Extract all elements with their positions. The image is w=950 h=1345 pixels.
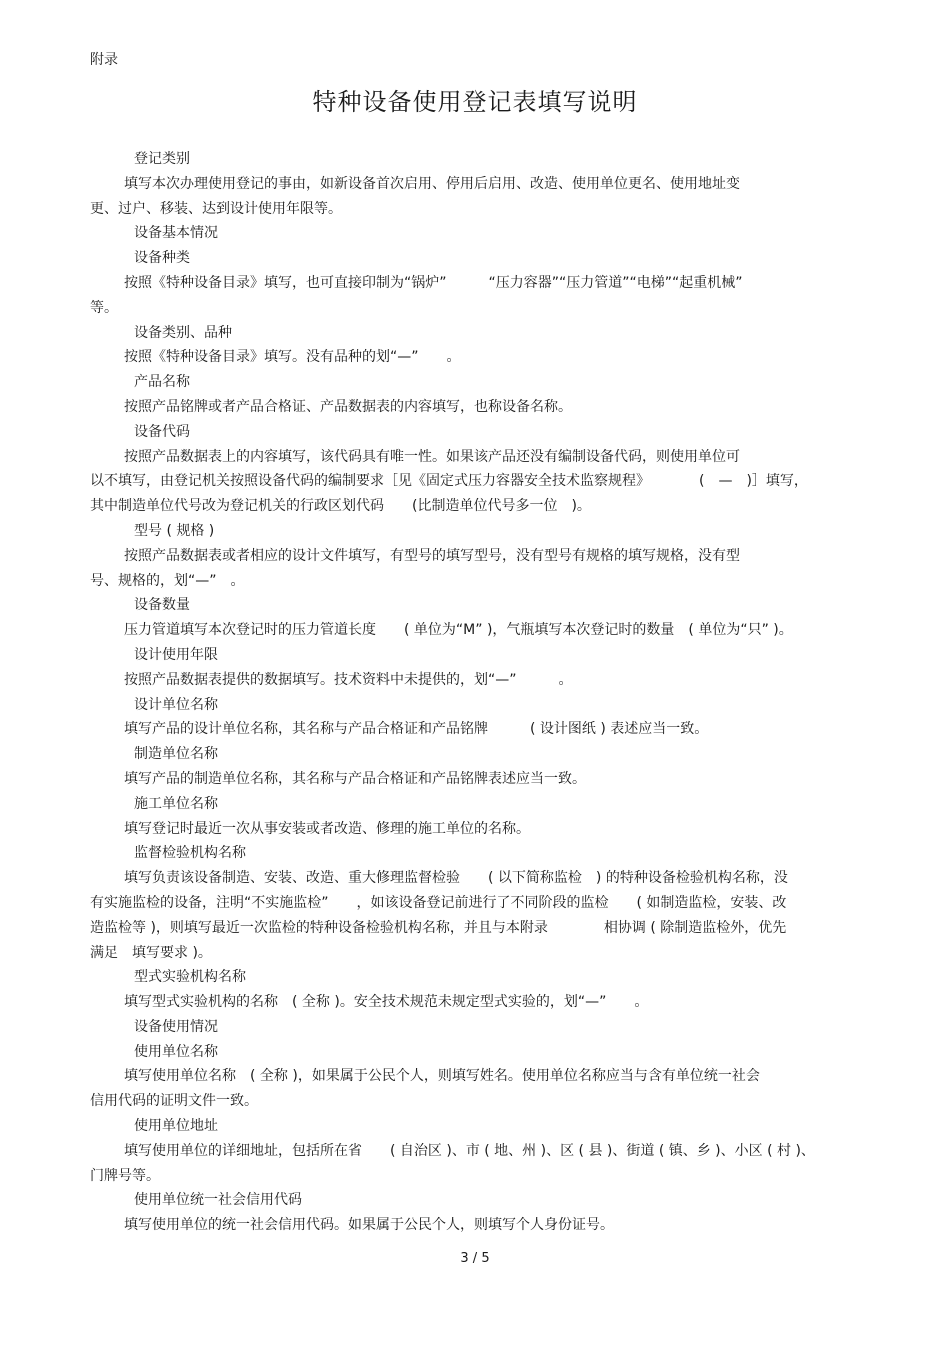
section-heading: 设备代码 [134,423,190,440]
body-text-line: 信用代码的证明文件一致。 [90,1093,258,1110]
section-heading: 型号 ( 规格 ) [134,522,215,539]
body-text-line: 按照《特种设备目录》填写，也可直接印制为“锅炉” “压力容器”“压力管道”“电梯”“起重机械” [124,274,743,291]
section-heading: 登记类别 [134,151,190,167]
body-text-line: 填写型式实验机构的名称 ( 全称 )。安全技术规范未规定型式实验的，划“—” 。 [124,994,649,1011]
body-text-line: 压力管道填写本次登记时的压力管道长度 ( 单位为“M” )，气瓶填写本次登记时的数量 ( 单位为“只” )。 [124,622,793,639]
section-heading: 制造单位名称 [134,746,218,763]
section-heading: 使用单位地址 [134,1118,218,1135]
page-title: 特种设备使用登记表填写说明 [312,88,638,116]
section-heading: 监督检验机构名称 [134,845,246,862]
section-heading: 设备使用情况 [134,1018,218,1035]
body-text-line: 填写使用单位名称 ( 全称 )，如果属于公民个人，则填写姓名。使用单位名称应当与含有单位统一社会 [124,1068,760,1085]
body-text-line: 填写产品的制造单位名称，其名称与产品合格证和产品铭牌表述应当一致。 [124,770,586,787]
body-text-line: 更、过户、移装、达到设计使用年限等。 [90,200,342,217]
section-heading: 设备数量 [134,597,190,614]
section-heading: 型式实验机构名称 [134,969,246,986]
body-text-line: 填写登记时最近一次从事安装或者改造、修理的施工单位的名称。 [124,820,530,837]
body-text-line: 以不填写，由登记机关按照设备代码的编制要求［见《固定式压力容器安全技术监察规程》 ( — )］填写， [90,473,808,490]
section-heading: 设计使用年限 [134,646,218,663]
body-text-line: 填写使用单位的详细地址，包括所在省 ( 自治区 )、市 ( 地、州 )、区 ( 县 )、街道 ( 镇、乡 )、小区 ( 村 )、 [124,1142,815,1159]
body-text-line: 填写负责该设备制造、安装、改造、重大修理监督检验 ( 以下简称监检 ) 的特种设备检验机构名称，没 [124,870,788,887]
section-heading: 产品名称 [134,374,190,391]
body-text-line: 其中制造单位代号改为登记机关的行政区划代码 (比制造单位代号多一位 )。 [90,498,591,515]
body-text-line: 按照产品铭牌或者产品合格证、产品数据表的内容填写，也称设备名称。 [124,398,572,415]
body-text-line: 有实施监检的设备，注明“不实施监检” ，如该设备登记前进行了不同阶段的监检 ( 如制造监检，安装、改 [90,894,787,911]
body-text-line: 按照产品数据表提供的数据填写。技术资料中未提供的，划“—” 。 [124,671,573,688]
section-heading: 设计单位名称 [134,696,218,713]
body-text-line: 按照《特种设备目录》填写。没有品种的划“—” 。 [124,349,461,366]
body-text-line: 填写产品的设计单位名称，其名称与产品合格证和产品铭牌 ( 设计图纸 ) 表述应当一致。 [124,721,709,738]
appendix-label: 附录 [90,52,118,68]
section-heading: 使用单位名称 [134,1043,218,1060]
section-heading: 设备类别、品种 [134,324,232,341]
body-text-line: 填写本次办理使用登记的事由，如新设备首次启用、停用后启用、改造、使用单位更名、使用地址变 [124,175,740,192]
section-heading: 设备种类 [134,250,190,267]
section-heading: 施工单位名称 [134,795,218,812]
body-text-line: 填写使用单位的统一社会信用代码。如果属于公民个人，则填写个人身份证号。 [124,1217,614,1234]
body-text-line: 按照产品数据表上的内容填写，该代码具有唯一性。如果该产品还没有编制设备代码，则使用单位可 [124,448,740,465]
body-text-line: 造监检等 )，则填写最近一次监检的特种设备检验机构名称，并且与本附录 相协调 ( 除制造监检外，优先 [90,919,787,936]
section-heading: 使用单位统一社会信用代码 [134,1192,302,1209]
document-body [90,147,860,1238]
body-text-line: 门牌号等。 [90,1167,160,1184]
page-number: 3 / 5 [460,1251,490,1266]
body-text-line: 等。 [90,299,118,316]
body-text-line: 号、规格的，划“—” 。 [90,572,245,589]
section-heading: 设备基本情况 [134,225,218,242]
body-text-line: 按照产品数据表或者相应的设计文件填写，有型号的填写型号，没有型号有规格的填写规格，没有型 [124,547,740,564]
body-text-line: 满足 填写要求 )。 [90,944,212,961]
